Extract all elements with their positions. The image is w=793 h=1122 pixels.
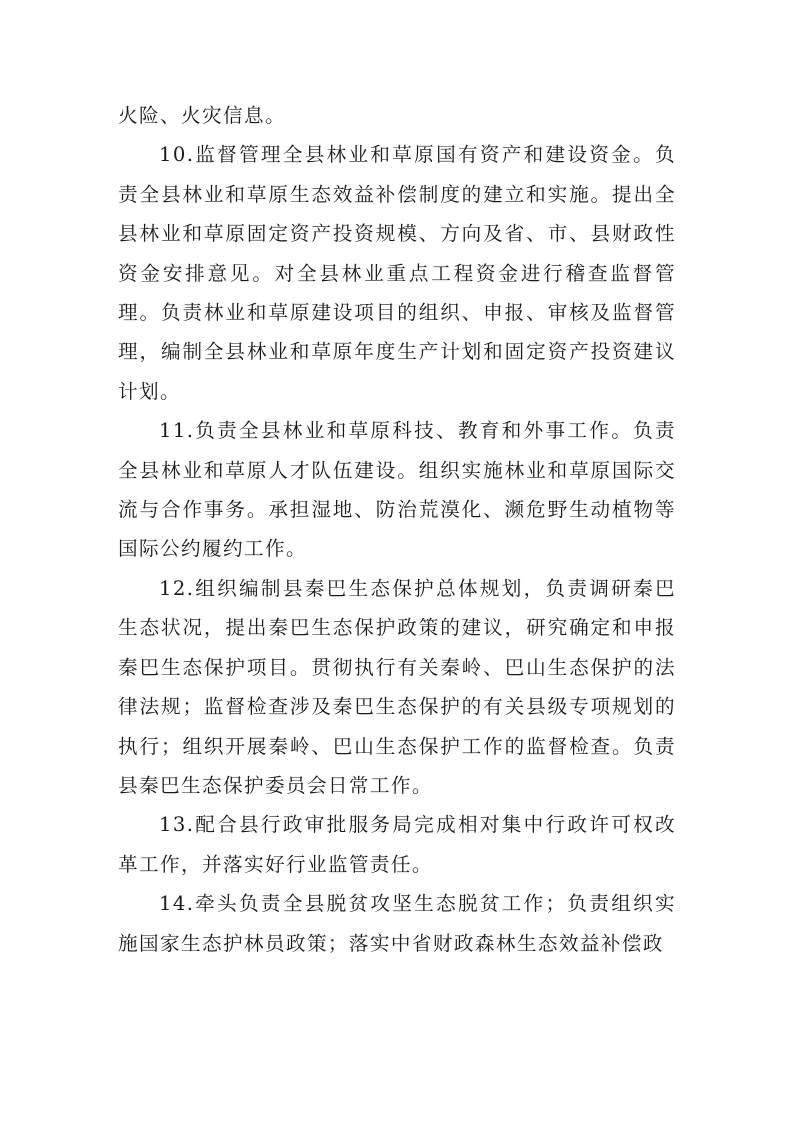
paragraph-item-12: 12.组织编制县秦巴生态保护总体规划，负责调研秦巴生态状况，提出秦巴生态保护政策的建议，研究确定和申报秦巴生态保护项目。贯彻执行有关秦岭、巴山生态保护的法律法规；监督检查涉及秦巴生态保护的有关县级专项规划的执行；组织开展秦岭、巴山生态保护工作的监督检查。负责县秦巴生态保护委员会日常工作。 (118, 576, 676, 797)
paragraph-item-14: 14.牵头负责全县脱贫攻坚生态脱贫工作；负责组织实施国家生态护林员政策；落实中省财政森林生态效益补偿政 (118, 892, 676, 955)
paragraph-continuation: 火险、火灾信息。 (118, 104, 286, 127)
paragraph-item-11: 11.负责全县林业和草原科技、教育和外事工作。负责全县林业和草原人才队伍建设。组织实施林业和草原国际交流与合作事务。承担湿地、防治荒漠化、濒危野生动植物等国际公约履约工作。 (118, 419, 676, 561)
document-body (118, 96, 676, 963)
paragraph-item-13: 13.配合县行政审批服务局完成相对集中行政许可权改革工作，并落实好行业监管责任。 (118, 813, 676, 876)
paragraph-item-10: 10.监督管理全县林业和草原国有资产和建设资金。负责全县林业和草原生态效益补偿制度的建立和实施。提出全县林业和草原固定资产投资规模、方向及省、市、县财政性资金安排意见。对全县林业重点工程资金进行稽查监督管理。负责林业和草原建设项目的组织、申报、审核及监督管理，编制全县林业和草原年度生产计划和固定资产投资建议计划。 (118, 143, 676, 403)
